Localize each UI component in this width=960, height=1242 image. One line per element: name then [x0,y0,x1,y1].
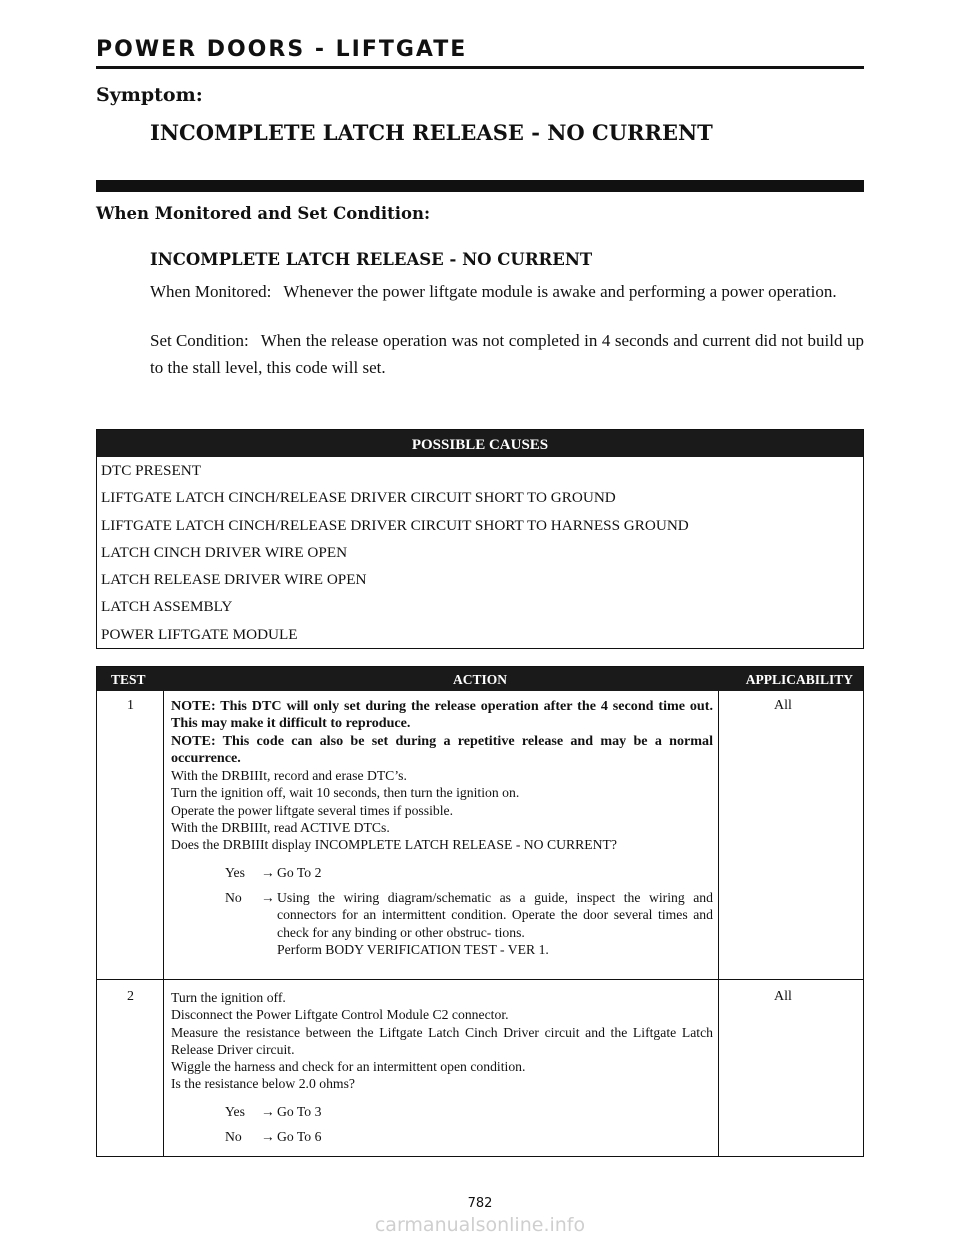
test-step: With the DRBIIIt, record and erase DTC’s. [171,768,407,784]
cause-item: LIFTGATE LATCH CINCH/RELEASE DRIVER CIRCUIT SHORT TO GROUND [101,489,616,507]
yes-branch [171,1103,713,1120]
arrow-icon: → [261,1129,275,1145]
set-condition-paragraph [150,327,864,381]
col-applicability-header: APPLICABILITY [745,672,853,687]
cause-item: POWER LIFTGATE MODULE [101,625,298,643]
test-step: Measure the resistance between the Liftgate Latch Cinch Driver circuit and the Liftgate Latch Release Driver circuit. [171,1024,713,1057]
test-step: Operate the power liftgate several times if possible. [171,802,454,818]
test-action [171,698,713,958]
row-divider [97,979,863,980]
when-monitored-text: Whenever the power liftgate module is awake and performing a power operation. [283,282,837,301]
test-step: Turn the ignition off. [171,990,286,1005]
possible-causes-header: POSSIBLE CAUSES [97,430,863,457]
arrow-icon: → [261,864,275,880]
test-number: 2 [127,989,134,1004]
test-action [171,989,713,1145]
cause-item: DTC PRESENT [101,462,201,479]
test-step: With the DRBIIIt, read ACTIVE DTCs. [171,820,390,836]
no-branch [171,889,713,958]
no-text: Go To 6 [277,1129,322,1145]
cause-item: LATCH CINCH DRIVER WIRE OPEN [101,543,348,561]
test-table [96,666,864,1157]
condition-label: When Monitored and Set Condition: [96,204,431,223]
cause-item: LIFTGATE LATCH CINCH/RELEASE DRIVER CIRCUIT SHORT TO HARNESS GROUND [101,516,689,534]
test-step: Turn the ignition off, wait 10 seconds, then turn the ignition on. [171,785,520,801]
condition-code: INCOMPLETE LATCH RELEASE - NO CURRENT [150,250,593,269]
test-table-header [97,667,863,691]
test-note: NOTE: This DTC will only set during the release operation after the 4 second time out. This may make it difficult to reproduce. [171,698,713,732]
page-number: 782 [467,1196,493,1211]
no-label: No [225,1129,242,1145]
page-header [96,38,864,69]
set-condition-text: When the release operation was not completed in 4 seconds and current did not build up to the stall level, this code will set. [150,331,864,377]
no-text-action: Perform BODY VERIFICATION TEST - VER 1. [277,941,549,957]
set-condition-label: Set Condition: [150,331,249,350]
possible-causes-list [97,457,863,648]
test-step: Wiggle the harness and check for an intermittent open condition. [171,1059,526,1075]
yes-label: Yes [225,864,245,880]
section-title: POWER DOORS - LIFTGATE [96,37,468,62]
test-applicability: All [774,698,792,713]
col-test-header: TEST [111,672,146,687]
test-applicability: All [774,989,792,1004]
symptom-divider [96,180,864,192]
test-number: 1 [127,698,134,713]
no-branch [171,1128,713,1145]
yes-branch [171,864,713,881]
col-action-header: ACTION [452,672,507,687]
column-divider [718,691,719,1156]
yes-text: Go To 2 [277,864,322,880]
cause-item: LATCH RELEASE DRIVER WIRE OPEN [101,571,367,589]
column-divider [163,691,164,1156]
watermark: carmanualsonline.info [374,1214,586,1236]
yes-text: Go To 3 [277,1103,322,1119]
arrow-icon: → [261,889,275,905]
arrow-icon: → [261,1103,275,1119]
yes-label: Yes [225,1103,245,1119]
test-step: Disconnect the Power Liftgate Control Module C2 connector. [171,1007,509,1023]
when-monitored-label: When Monitored: [150,282,272,301]
test-step: Does the DRBIIIt display INCOMPLETE LATCH RELEASE - NO CURRENT? [171,837,617,853]
symptom-title: INCOMPLETE LATCH RELEASE - NO CURRENT [150,120,713,145]
no-label: No [225,889,242,905]
possible-causes-box [96,429,864,649]
symptom-label: Symptom: [96,84,203,106]
cause-item: LATCH ASSEMBLY [101,598,233,616]
test-step: Is the resistance below 2.0 ohms? [171,1076,355,1092]
when-monitored-paragraph [150,278,864,305]
no-text: Using the wiring diagram/schematic as a guide, inspect the wiring and connectors for an intermittent condition. Operate the door several times and check for any binding or other obstruc- tions. [277,889,713,940]
test-note: NOTE: This code can also be set during a repetitive release and may be a normal occurrence. [171,732,713,766]
